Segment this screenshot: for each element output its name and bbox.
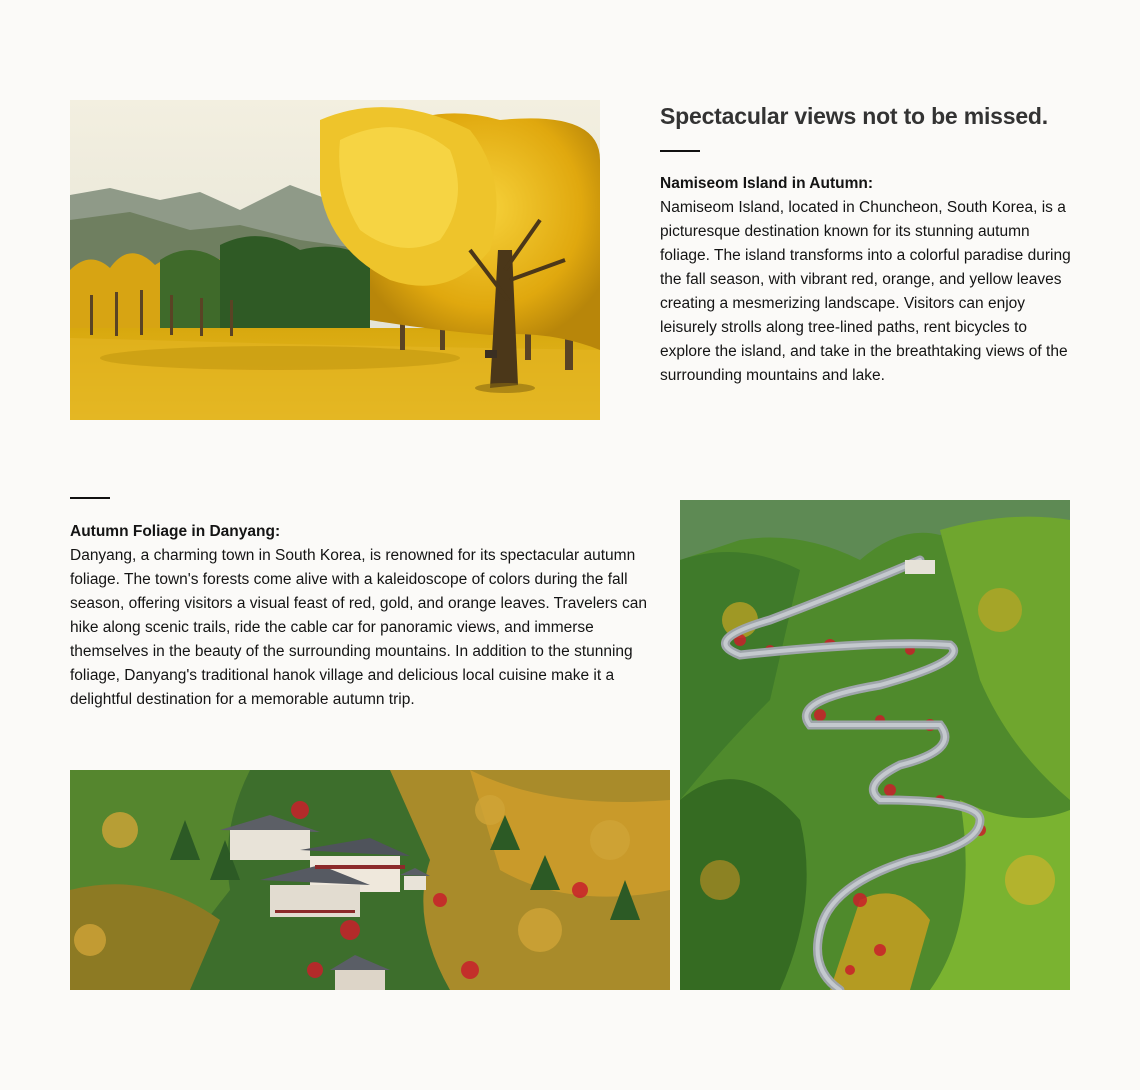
namiseom-ginkgo-photo [70,100,600,420]
winding-road-photo [680,500,1070,990]
danyang-temple-photo [70,770,670,990]
namiseom-description: Namiseom Island, located in Chuncheon, South Korea, is a picturesque destination known for its stunning autumn foliage. The island transforms into a colorful paradise during the fall season, with vibrant red, orange, and yellow leaves creating a mesmerizing landscape. Visitors can enjoy leisurely strolls along tree-lined paths, rent bicycles to explore the island, and take in the breathtaking views of the surrounding mountains and lake. [660,199,1071,384]
namiseom-title: Namiseom Island in Autumn: [660,175,874,192]
danyang-description: Danyang, a charming town in South Korea, is renowned for its spectacular autumn foliage. The town's forests come alive with a kaleidoscope of colors during the fall season, offering visitors a visual feast of red, gold, and orange leaves. Travelers can hike along scenic trails, ride the cable car for panoramic views, and immerse themselves in the beauty of the surrounding mountains. In addition to the stunning foliage, Danyang's traditional hanok village and delicious local cuisine make it a delightful destination for a memorable autumn trip. [70,547,647,708]
page-headline: Spectacular views not to be missed. [660,103,1048,129]
danyang-title: Autumn Foliage in Danyang: [70,523,281,540]
namiseom-section [660,172,1072,388]
section-divider [660,150,700,152]
danyang-section [70,520,648,712]
section-divider [70,497,110,499]
